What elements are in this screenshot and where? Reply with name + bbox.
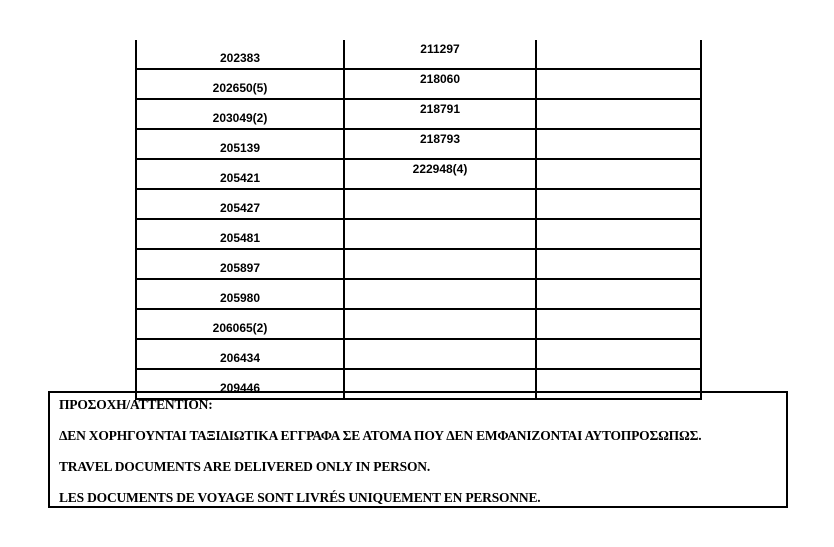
notice-line-greek: ΔΕΝ ΧΟΡΗΓΟΥΝΤΑΙ ΤΑΞΙΔΙΩΤΙΚΑ ΕΓΓΡΑΦΑ ΣΕ ΑΤΟΜΑ ΠΟΥ ΔΕΝ ΕΜΦΑΝΙΖΟΝΤΑΙ ΑΥΤΟΠΡΟΣΩΠΩΣ. [59,428,702,443]
table-cell-col1: 205481 [136,219,344,249]
notice-line-french: LES DOCUMENTS DE VOYAGE SONT LIVRÉS UNIQUEMENT EN PERSONNE. [59,490,541,505]
table-cell-col3 [536,69,701,99]
table-cell-col3 [536,339,701,369]
table-cell-col2: 222948(4) [344,159,536,189]
table-cell-col2 [344,249,536,279]
table-cell-col2 [344,339,536,369]
table-cell-col2 [344,219,536,249]
table-cell-col1: 206434 [136,339,344,369]
table-cell-col3 [536,279,701,309]
attention-notice-box [48,391,788,508]
table-cell-col2: 211297 [344,40,536,69]
table-cell-col3 [536,249,701,279]
table-cell-col3 [536,309,701,339]
table-cell-col1: 205980 [136,279,344,309]
table-row [136,309,701,339]
table-cell-col3 [536,189,701,219]
table-cell-col1: 205897 [136,249,344,279]
numbers-table [135,40,702,400]
table-cell-col3 [536,159,701,189]
table-cell-col2: 218791 [344,99,536,129]
notice-line-english: TRAVEL DOCUMENTS ARE DELIVERED ONLY IN PERSON. [59,459,431,474]
table-cell-col1: 202650(5) [136,69,344,99]
table-cell-col2 [344,279,536,309]
notice-heading: ΠΡΟΣΟΧΗ/ATTENTION: [59,397,213,412]
table-cell-col2 [344,189,536,219]
table-cell-col1: 209446 [136,369,344,399]
table-cell-col2: 218793 [344,129,536,159]
table-cell-col1: 202383 [136,40,344,69]
table-row [136,249,701,279]
table-cell-col1: 203049(2) [136,99,344,129]
table-cell-col3 [536,99,701,129]
table-cell-col1: 205427 [136,189,344,219]
table-row [136,159,701,189]
table-cell-col1: 205139 [136,129,344,159]
table-row [136,279,701,309]
table-cell-col3 [536,129,701,159]
table-cell-col2 [344,309,536,339]
table-row [136,129,701,159]
table-row [136,99,701,129]
table-cell-col3 [536,40,701,69]
table-row [136,40,701,69]
table-row [136,219,701,249]
table-cell-col1: 205421 [136,159,344,189]
table-row [136,69,701,99]
table-cell-col3 [536,219,701,249]
table-cell-col2: 218060 [344,69,536,99]
table-row [136,339,701,369]
table-row [136,189,701,219]
table-cell-col1: 206065(2) [136,309,344,339]
numbers-table-body [136,40,701,399]
